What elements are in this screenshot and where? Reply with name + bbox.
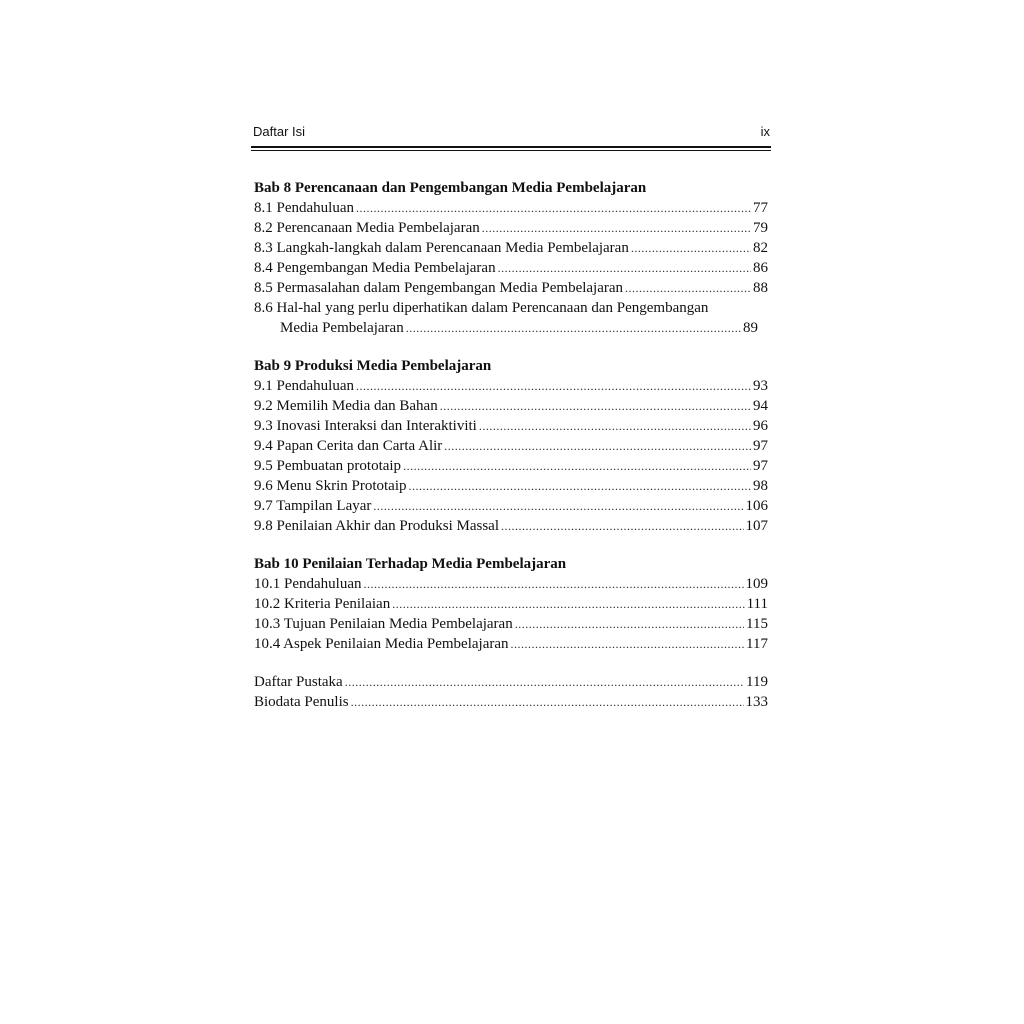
toc-entry-page: 89 xyxy=(743,320,758,336)
toc-entry-label: 9.7 Tampilan Layar xyxy=(254,498,372,514)
toc-entry[interactable] xyxy=(254,218,768,238)
toc-entry[interactable] xyxy=(254,456,768,476)
dot-leader xyxy=(356,376,751,396)
toc-entry-page: 79 xyxy=(753,220,768,236)
toc-entry[interactable] xyxy=(254,376,768,396)
toc-entry-page: 96 xyxy=(753,418,768,434)
toc-entry-page: 115 xyxy=(746,616,768,632)
toc-entry[interactable] xyxy=(254,396,768,416)
toc-entry-page: 97 xyxy=(753,438,768,454)
toc-entry-page: 111 xyxy=(746,596,768,612)
dot-leader xyxy=(631,238,751,258)
toc-entry-page: 107 xyxy=(745,518,768,534)
dot-leader xyxy=(345,672,744,692)
toc-entry-label: 9.3 Inovasi Interaksi dan Interaktiviti xyxy=(254,418,477,434)
toc-entry-label: Daftar Pustaka xyxy=(254,674,343,690)
toc-entry-label: 10.4 Aspek Penilaian Media Pembelajaran xyxy=(254,636,509,652)
running-head-title: Daftar Isi xyxy=(253,124,306,139)
chapter-9 xyxy=(254,356,768,536)
toc-entry-label-line2: Media Pembelajaran xyxy=(280,320,404,336)
toc-entry-label: Biodata Penulis xyxy=(254,694,349,710)
toc-entry[interactable] xyxy=(254,516,768,536)
toc-entry-label: 9.8 Penilaian Akhir dan Produksi Massal xyxy=(254,518,499,534)
toc-entry-page: 88 xyxy=(753,280,768,296)
toc-entry-label: 10.1 Pendahuluan xyxy=(254,576,362,592)
toc-entry-label: 10.2 Kriteria Penilaian xyxy=(254,596,391,612)
backmatter xyxy=(254,672,768,712)
dot-leader xyxy=(479,416,751,436)
chapter-title: Bab 9 Produksi Media Pembelajaran xyxy=(254,358,492,374)
toc-entry-page: 94 xyxy=(753,398,768,414)
toc-entry-label: 9.1 Pendahuluan xyxy=(254,378,354,394)
chapter-title: Bab 8 Perencanaan dan Pengembangan Media Pembelajaran xyxy=(254,180,647,196)
toc-entry[interactable] xyxy=(254,476,768,496)
toc-entry[interactable] xyxy=(254,238,768,258)
toc-entry-label-line1: 8.6 Hal-hal yang perlu diperhatikan dalam Perencanaan dan Pengembangan xyxy=(254,300,709,316)
toc-entry-label: 9.4 Papan Cerita dan Carta Alir xyxy=(254,438,443,454)
dot-leader xyxy=(511,634,745,654)
toc-entry-page: 86 xyxy=(753,260,768,276)
toc-entry[interactable] xyxy=(254,574,768,594)
running-head xyxy=(253,124,770,140)
toc-entry-page: 97 xyxy=(753,458,768,474)
toc-entry[interactable] xyxy=(254,198,768,218)
toc-entry[interactable] xyxy=(254,436,768,456)
toc-entry-label: 9.5 Pembuatan prototaip xyxy=(254,458,402,474)
running-head-page-number: ix xyxy=(760,124,770,139)
toc-entry-page: 77 xyxy=(753,200,768,216)
toc-entry[interactable] xyxy=(254,416,768,436)
toc-entry-label: 10.3 Tujuan Penilaian Media Pembelajaran xyxy=(254,616,513,632)
dot-leader xyxy=(363,574,743,594)
dot-leader xyxy=(356,198,751,218)
dot-leader xyxy=(440,396,751,416)
table-of-contents xyxy=(254,178,768,712)
toc-entry[interactable] xyxy=(254,496,768,516)
dot-leader xyxy=(625,278,751,298)
toc-entry[interactable] xyxy=(254,614,768,634)
toc-entry-page: 133 xyxy=(745,694,768,710)
toc-entry-page: 109 xyxy=(745,576,768,592)
chapter-title: Bab 10 Penilaian Terhadap Media Pembelajaran xyxy=(254,556,567,572)
toc-entry-page: 119 xyxy=(746,674,768,690)
toc-entry-page: 106 xyxy=(745,498,768,514)
toc-entry-label: 8.2 Perencanaan Media Pembelajaran xyxy=(254,220,480,236)
toc-entry-page: 93 xyxy=(753,378,768,394)
toc-entry-label: 9.2 Memilih Media dan Bahan xyxy=(254,398,438,414)
dot-leader xyxy=(403,456,751,476)
dot-leader xyxy=(409,476,752,496)
dot-leader xyxy=(373,496,743,516)
toc-entry-page: 98 xyxy=(753,478,768,494)
toc-entry[interactable] xyxy=(254,672,768,692)
chapter-8 xyxy=(254,178,768,338)
dot-leader xyxy=(392,594,744,614)
toc-entry-label: 8.1 Pendahuluan xyxy=(254,200,354,216)
dot-leader xyxy=(351,692,744,712)
toc-entry[interactable] xyxy=(254,258,768,278)
toc-entry[interactable] xyxy=(254,692,768,712)
toc-entry-wrapped[interactable] xyxy=(254,298,768,338)
dot-leader xyxy=(444,436,751,456)
dot-leader xyxy=(406,318,741,338)
dot-leader xyxy=(515,614,744,634)
toc-entry-label: 9.6 Menu Skrin Prototaip xyxy=(254,478,407,494)
toc-entry[interactable] xyxy=(254,278,768,298)
toc-entry-page: 82 xyxy=(753,240,768,256)
header-rule-thick xyxy=(251,146,771,148)
chapter-10 xyxy=(254,554,768,654)
header-rule-thin xyxy=(251,150,771,151)
toc-entry-label: 8.5 Permasalahan dalam Pengembangan Media Pembelajaran xyxy=(254,280,624,296)
toc-entry[interactable] xyxy=(254,634,768,654)
toc-entry-page: 117 xyxy=(746,636,768,652)
toc-entry-label: 8.3 Langkah-langkah dalam Perencanaan Media Pembelajaran xyxy=(254,240,629,256)
toc-entry[interactable] xyxy=(254,594,768,614)
dot-leader xyxy=(482,218,751,238)
dot-leader xyxy=(501,516,744,536)
dot-leader xyxy=(498,258,751,278)
toc-entry-label: 8.4 Pengembangan Media Pembelajaran xyxy=(254,260,496,276)
